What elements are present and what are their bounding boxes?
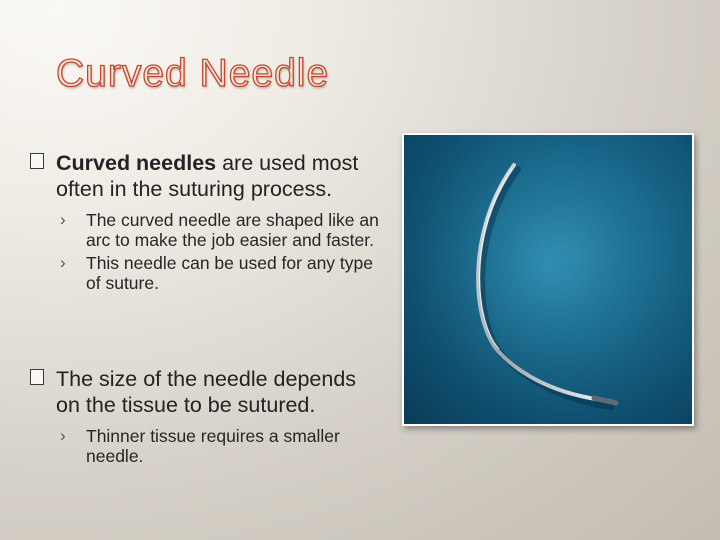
sub-bullet-text: This needle can be used for any type of suture.: [86, 253, 373, 293]
sub-bullet-list: [30, 210, 380, 293]
sub-bullet-text: Thinner tissue requires a smaller needle.: [86, 426, 340, 466]
bullet-body: The size of the needle depends on the tissue to be sutured.: [56, 367, 357, 417]
chevron-right-icon: ›: [60, 253, 66, 272]
bullet-text: [56, 150, 380, 202]
square-bullet-icon: [30, 369, 44, 385]
sub-bullet-item: [30, 210, 380, 250]
slide-title: Curved Needle: [56, 52, 330, 95]
sub-bullet-item: [30, 426, 380, 466]
sub-bullet-list: [30, 426, 380, 466]
bullet-item: [30, 366, 380, 469]
chevron-right-icon: ›: [60, 210, 66, 229]
chevron-right-icon: ›: [60, 426, 66, 445]
needle-photo: [402, 133, 694, 426]
bullet-item: [30, 150, 380, 296]
square-bullet-icon: [30, 153, 44, 169]
sub-bullet-item: [30, 253, 380, 293]
curved-needle-illustration: [404, 135, 692, 424]
bullet-body: are used most often in the suturing process.: [56, 151, 359, 201]
bullet-bold-prefix: Curved needles: [56, 151, 217, 175]
bullet-text: [56, 366, 380, 418]
sub-bullet-text: The curved needle are shaped like an arc to make the job easier and faster.: [86, 210, 379, 250]
